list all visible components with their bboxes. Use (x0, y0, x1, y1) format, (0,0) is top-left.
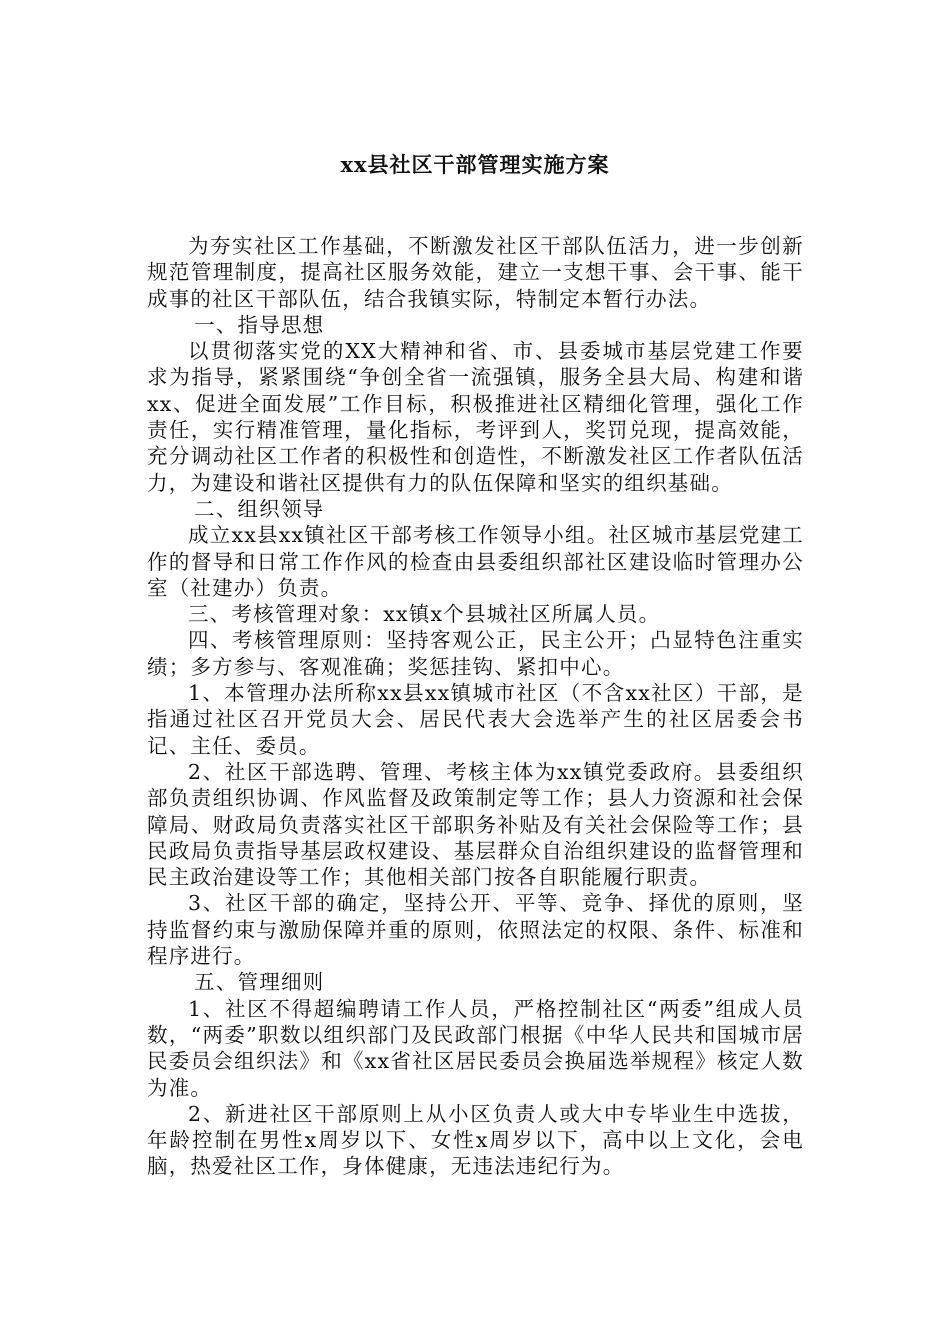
principle-item-1: 1、本管理办法所称xx县xx镇城市社区（不含xx社区）干部，是指通过社区召开党员大会、居民代表大会选举产生的社区居委会书记、主任、委员。 (147, 681, 804, 758)
assessment-target-paragraph: 三、考核管理对象：xx镇x个县城社区所属人员。 (188, 602, 661, 627)
rule-item-1: 1、社区不得超编聘请工作人员，严格控制社区“两委”组成人员数，“两委”职数以组织部门及民政部门根据《中华人民共和国城市居民委员会组织法》和《xx省社区居民委员会换届选举规程》核定人数为准。 (147, 996, 804, 1100)
organization-paragraph: 成立xx县xx镇社区干部考核工作领导小组。社区城市基层党建工作的督导和日常工作作风的检查由县委组织部社区建设临时管理办公室（社建办）负责。 (147, 523, 804, 600)
principle-item-3: 3、社区干部的确定，坚持公开、平等、竞争、择优的原则，坚持监督约束与激励保障并重的原则，依照法定的权限、条件、标准和程序进行。 (147, 891, 804, 969)
document-body (147, 233, 804, 1180)
rule-item-2: 2、新进社区干部原则上从小区负责人或大中专毕业生中选拔，年龄控制在男性x周岁以下、女性x周岁以下，高中以上文化，会电脑，热爱社区工作，身体健康，无违法违纪行为。 (147, 1101, 804, 1179)
guiding-thought-paragraph: 以贯彻落实党的XX大精神和省、市、县委城市基层党建工作要求为指导，紧紧围绕“争创全省一流强镇，服务全县大局、构建和谐xx、促进全面发展”工作目标，积极推进社区精细化管理，强化工作责任，实行精准管理，量化指标，考评到人，奖罚兑现，提高效能，充分调动社区工作者的积极性和创造性，不断激发社区工作者队伍活力，为建设和谐社区提供有力的队伍保障和坚实的组织基础。 (147, 339, 804, 495)
assessment-principle-paragraph: 四、考核管理原则：坚持客观公正，民主公开；凸显特色注重实绩；多方参与、客观准确；奖惩挂钩、紧扣中心。 (147, 628, 804, 679)
section-heading-guiding-thought: 一、指导思想 (194, 312, 325, 337)
document-title: xx县社区干部管理实施方案 (340, 152, 610, 177)
intro-paragraph: 为夯实社区工作基础，不断激发社区干部队伍活力，进一步创新规范管理制度，提高社区服务效能，建立一支想干事、会干事、能干成事的社区干部队伍，结合我镇实际，特制定本暂行办法。 (147, 234, 804, 311)
principle-item-2: 2、社区干部选聘、管理、考核主体为xx镇党委政府。县委组织部负责组织协调、作风监督及政策制定等工作；县人力资源和社会保障局、财政局负责落实社区干部职务补贴及有关社会保险等工作；县民政局负责指导基层政权建设、基层群众自治组织建设的监督管理和民主政治建设等工作；其他相关部门按各自职能履行职责。 (147, 759, 804, 890)
section-heading-management-rules: 五、管理细则 (194, 970, 325, 995)
section-heading-organization: 二、组织领导 (194, 496, 325, 521)
